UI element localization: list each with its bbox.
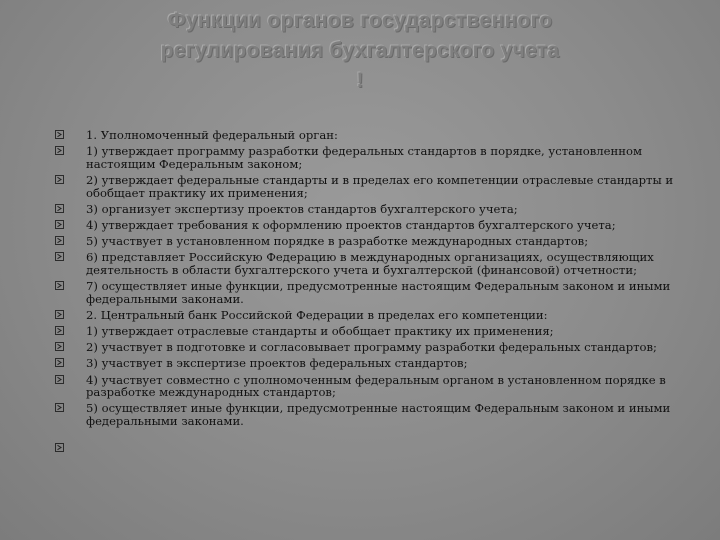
boxed-arrow-bullet-icon <box>55 443 64 452</box>
list-item-text: 4) участвует совместно с уполномоченным федеральным органом в установленном порядке в разработке международных стандартов; <box>86 372 666 400</box>
list-item <box>55 325 675 338</box>
title-line-1: Функции органов государственного <box>167 9 553 32</box>
boxed-arrow-bullet-icon <box>55 281 64 290</box>
list-item-text: 1) утверждает программу разработки федеральных стандартов в порядке, установленном настоящим Федеральным законом; <box>86 144 642 171</box>
bullet-list <box>55 129 675 457</box>
list-item <box>55 203 675 216</box>
list-item <box>55 174 675 199</box>
list-item <box>55 129 675 142</box>
slide-title <box>100 6 620 96</box>
boxed-arrow-bullet-icon <box>55 175 64 184</box>
list-item <box>55 402 675 427</box>
list-item <box>55 251 675 276</box>
boxed-arrow-bullet-icon <box>55 146 64 155</box>
list-item-text: 1. Уполномоченный федеральный орган: <box>86 128 338 142</box>
list-item <box>55 357 675 370</box>
list-item <box>55 235 675 248</box>
boxed-arrow-bullet-icon <box>55 252 64 261</box>
list-item <box>55 280 675 305</box>
title-line-3: ! <box>356 69 364 92</box>
list-item-text: 3) участвует в экспертизе проектов федеральных стандартов; <box>86 356 468 371</box>
list-item-text: 6) представляет Российскую Федерацию в международных организациях, осуществляющих деятельность в области бухгалтерского учета и бухгалтерской (финансовой) отчетности; <box>86 250 654 277</box>
boxed-arrow-bullet-icon <box>55 342 64 351</box>
list-item-text: 1) утверждает отраслевые стандарты и обобщает практику их применения; <box>86 324 554 339</box>
list-item <box>55 374 675 399</box>
list-item <box>55 145 675 170</box>
list-item <box>55 219 675 232</box>
boxed-arrow-bullet-icon <box>55 220 64 229</box>
list-item-text: 2) участвует в подготовке и согласовывает программу разработки федеральных стандартов; <box>86 340 657 355</box>
list-item-empty <box>55 442 675 454</box>
boxed-arrow-bullet-icon <box>55 130 64 139</box>
boxed-arrow-bullet-icon <box>55 358 64 367</box>
list-item-text: 4) утверждает требования к оформлению проектов стандартов бухгалтерского учета; <box>86 217 616 232</box>
list-item-text: 7) осуществляет иные функции, предусмотренные настоящим Федеральным законом и иными федеральными законами. <box>86 279 671 306</box>
list-item-text: 3) организует экспертизу проектов стандартов бухгалтерского учета; <box>86 201 518 216</box>
title-line-2: регулирования бухгалтерского учета <box>160 39 560 62</box>
boxed-arrow-bullet-icon <box>55 310 64 319</box>
boxed-arrow-bullet-icon <box>55 204 64 213</box>
list-item-text: 5) осуществляет иные функции, предусмотренные настоящим Федеральным законом и иными федеральными законами. <box>86 401 671 428</box>
boxed-arrow-bullet-icon <box>55 403 64 412</box>
list-item-text: 2) утверждает федеральные стандарты и в пределах его компетенции отраслевые стандарты и обобщает практику их применения; <box>86 172 674 200</box>
list-item-text: 5) участвует в установленном порядке в разработке международных стандартов; <box>86 234 589 249</box>
list-item <box>55 341 675 354</box>
list-item-text: 2. Центральный банк Российской Федерации в пределах его компетенции: <box>86 307 548 322</box>
boxed-arrow-bullet-icon <box>55 375 64 384</box>
boxed-arrow-bullet-icon <box>55 236 64 245</box>
boxed-arrow-bullet-icon <box>55 326 64 335</box>
list-item <box>55 309 675 322</box>
